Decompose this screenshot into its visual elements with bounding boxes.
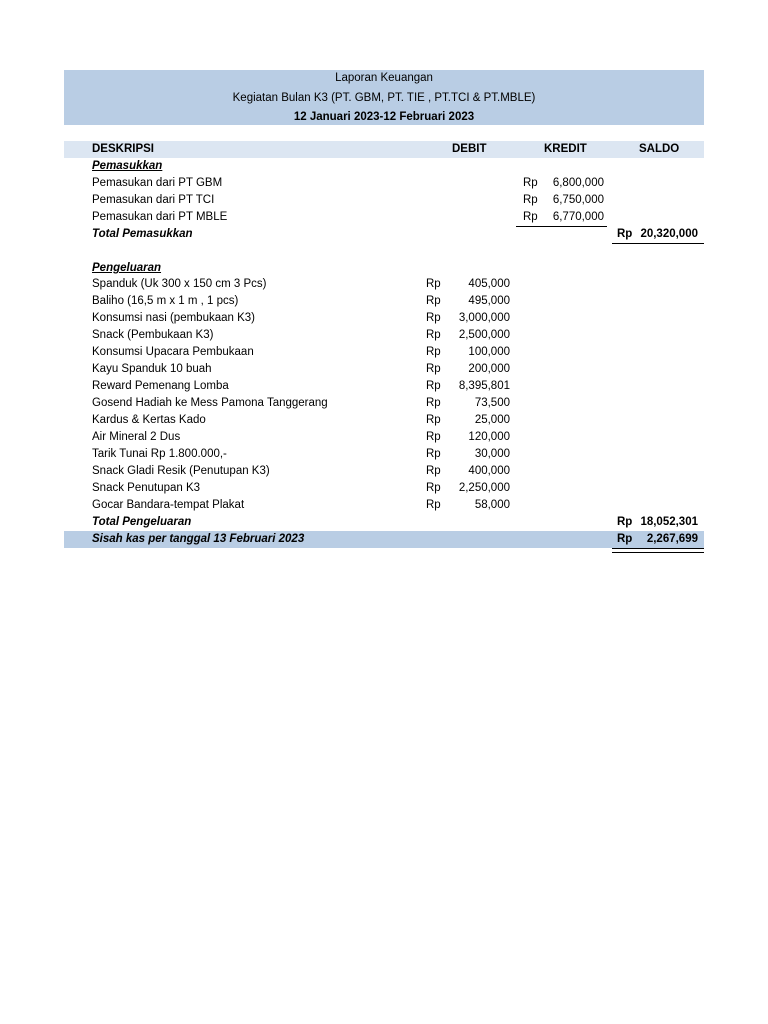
row-description: Snack (Pembukaan K3) bbox=[92, 329, 214, 341]
kredit-amount: 6,750,000 bbox=[552, 194, 604, 206]
debit-amount: 58,000 bbox=[474, 499, 510, 511]
row-description: Tarik Tunai Rp 1.800.000,- bbox=[92, 448, 227, 460]
table-row bbox=[64, 310, 704, 327]
currency-label: Rp bbox=[426, 312, 441, 324]
debit-amount: 405,000 bbox=[468, 278, 510, 290]
table-row bbox=[64, 209, 704, 226]
table-row bbox=[64, 412, 704, 429]
table-row bbox=[64, 192, 704, 209]
total-pengeluaran-row bbox=[64, 514, 704, 531]
row-description: Reward Pemenang Lomba bbox=[92, 380, 229, 392]
debit-amount: 400,000 bbox=[468, 465, 510, 477]
currency-label: Rp bbox=[617, 516, 633, 528]
report-period: 12 Januari 2023-12 Februari 2023 bbox=[293, 111, 475, 123]
saldo-amount: 18,052,301 bbox=[640, 516, 698, 528]
sisa-kas-row bbox=[64, 531, 704, 548]
currency-label: Rp bbox=[523, 211, 538, 223]
row-description: Kardus & Kertas Kado bbox=[92, 414, 206, 426]
table-row bbox=[64, 446, 704, 463]
row-description: Air Mineral 2 Dus bbox=[92, 431, 181, 443]
currency-label: Rp bbox=[523, 177, 538, 189]
table-row bbox=[64, 429, 704, 446]
currency-label: Rp bbox=[426, 363, 441, 375]
debit-amount: 73,500 bbox=[474, 397, 510, 409]
table-header-row bbox=[64, 141, 704, 158]
row-description: Pemasukan dari PT GBM bbox=[92, 177, 223, 189]
currency-label: Rp bbox=[426, 346, 441, 358]
debit-amount: 100,000 bbox=[468, 346, 510, 358]
currency-label: Rp bbox=[426, 499, 441, 511]
row-description: Kayu Spanduk 10 buah bbox=[92, 363, 212, 375]
currency-label: Rp bbox=[426, 465, 441, 477]
table-row bbox=[64, 344, 704, 361]
section-row-pengeluaran bbox=[64, 260, 704, 277]
currency-label: Rp bbox=[426, 380, 441, 392]
row-description: Gosend Hadiah ke Mess Pamona Tanggerang bbox=[92, 397, 328, 409]
total-label: Total Pengeluaran bbox=[92, 516, 192, 528]
final-double-rule bbox=[612, 548, 704, 553]
row-description: Gocar Bandara-tempat Plakat bbox=[92, 499, 245, 511]
debit-amount: 120,000 bbox=[468, 431, 510, 443]
debit-amount: 495,000 bbox=[468, 295, 510, 307]
financial-report-sheet bbox=[64, 70, 704, 545]
table-row bbox=[64, 327, 704, 344]
currency-label: Rp bbox=[426, 431, 441, 443]
report-subtitle: Kegiatan Bulan K3 (PT. GBM, PT. TIE , PT.TCI & PT.MBLE) bbox=[232, 92, 536, 104]
row-description: Pemasukan dari PT TCI bbox=[92, 194, 215, 206]
debit-amount: 3,000,000 bbox=[458, 312, 510, 324]
currency-label: Rp bbox=[426, 397, 441, 409]
currency-label: Rp bbox=[523, 194, 538, 206]
report-title: Laporan Keuangan bbox=[335, 72, 433, 84]
table-row bbox=[64, 175, 704, 192]
header-deskripsi: DESKRIPSI bbox=[92, 143, 154, 155]
section-label: Pemasukkan bbox=[92, 160, 163, 172]
header-debit: DEBIT bbox=[452, 143, 487, 155]
table-row bbox=[64, 293, 704, 310]
currency-label: Rp bbox=[426, 295, 441, 307]
debit-amount: 2,500,000 bbox=[458, 329, 510, 341]
debit-amount: 30,000 bbox=[474, 448, 510, 460]
header-kredit: KREDIT bbox=[544, 143, 587, 155]
section-label: Pengeluaran bbox=[92, 262, 162, 274]
currency-label: Rp bbox=[426, 414, 441, 426]
currency-label: Rp bbox=[426, 278, 441, 290]
header-saldo: SALDO bbox=[639, 143, 680, 155]
row-description: Baliho (16,5 m x 1 m , 1 pcs) bbox=[92, 295, 239, 307]
sisa-kas-amount: 2,267,699 bbox=[646, 533, 698, 545]
table-row bbox=[64, 463, 704, 480]
row-description: Spanduk (Uk 300 x 150 cm 3 Pcs) bbox=[92, 278, 267, 290]
table-row bbox=[64, 497, 704, 514]
debit-amount: 8,395,801 bbox=[458, 380, 510, 392]
total-pemasukan-row bbox=[64, 226, 704, 243]
debit-amount: 2,250,000 bbox=[458, 482, 510, 494]
row-description: Snack Gladi Resik (Penutupan K3) bbox=[92, 465, 270, 477]
saldo-amount: 20,320,000 bbox=[640, 228, 698, 240]
table-row bbox=[64, 395, 704, 412]
row-description: Snack Penutupan K3 bbox=[92, 482, 201, 494]
section-row-pemasukan bbox=[64, 158, 704, 175]
kredit-amount: 6,800,000 bbox=[552, 177, 604, 189]
saldo-total-rule bbox=[612, 243, 704, 244]
debit-amount: 25,000 bbox=[474, 414, 510, 426]
table-row bbox=[64, 480, 704, 497]
currency-label: Rp bbox=[426, 329, 441, 341]
row-description: Konsumsi Upacara Pembukaan bbox=[92, 346, 254, 358]
kredit-amount: 6,770,000 bbox=[552, 211, 604, 223]
row-description: Pemasukan dari PT MBLE bbox=[92, 211, 228, 223]
currency-label: Rp bbox=[617, 228, 633, 240]
table-row bbox=[64, 361, 704, 378]
report-title-block bbox=[64, 70, 704, 125]
sisa-kas-label: Sisah kas per tanggal 13 Februari 2023 bbox=[92, 533, 305, 545]
currency-label: Rp bbox=[617, 533, 633, 545]
table-row bbox=[64, 276, 704, 293]
currency-label: Rp bbox=[426, 482, 441, 494]
row-description: Konsumsi nasi (pembukaan K3) bbox=[92, 312, 255, 324]
total-label: Total Pemasukkan bbox=[92, 228, 193, 240]
currency-label: Rp bbox=[426, 448, 441, 460]
table-row bbox=[64, 378, 704, 395]
debit-amount: 200,000 bbox=[468, 363, 510, 375]
